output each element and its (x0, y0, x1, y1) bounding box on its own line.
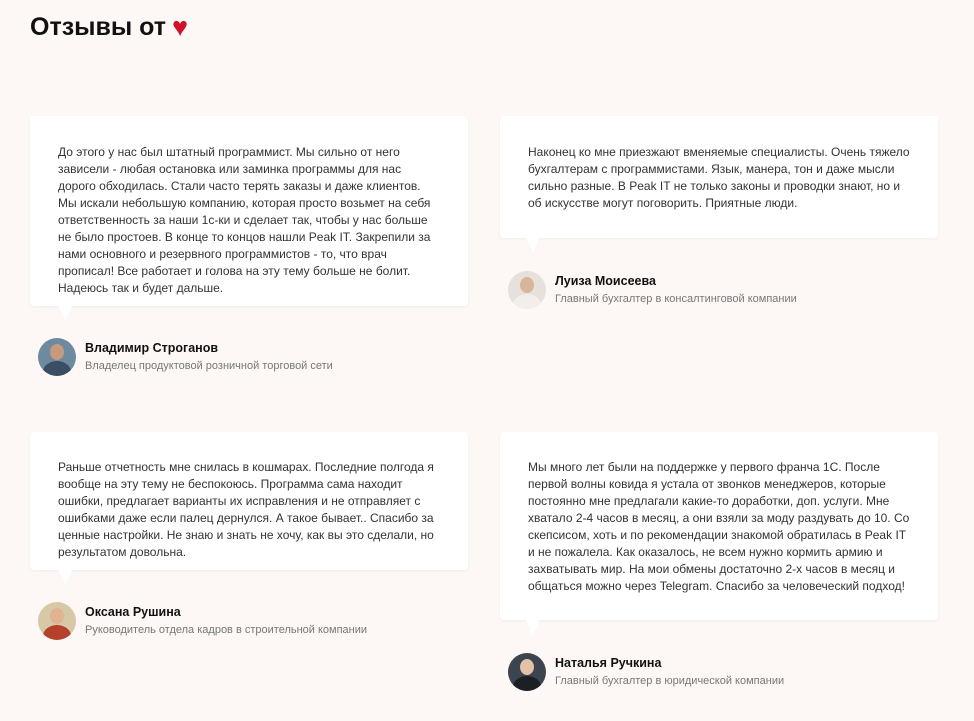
man-avatar-icon (38, 338, 76, 376)
review-card (30, 432, 468, 636)
review-card (30, 116, 468, 372)
review-bubble (500, 116, 938, 238)
woman-avatar-icon (508, 271, 546, 309)
author-name: Оксана Рушина (85, 605, 181, 619)
review-bubble (500, 432, 938, 620)
author-name: Наталья Ручкина (555, 656, 662, 670)
review-text: Мы много лет были на поддержке у первого франча 1С. После первой волны ковида я устала от звонков менеджеров, которые постоянно мне предлагали какие-то доработки, доп. услуги. Мне хватало 2-4 часов в месяц, а они взяли за моду раздувать до 10. Со скепсисом, хоть и по рекомендации знакомой обратилась в Peak IT и не пожалела. Как оказалось, не всем нужно кормить армию и захватывать мир. На мои обмены достаточно 2-х часов в месяц и общаться можно через Telegram. Спасибо за человеческий подход! (528, 460, 910, 593)
page-title (30, 12, 188, 43)
woman-avatar-icon (508, 653, 546, 691)
woman-avatar-icon (38, 602, 76, 640)
author-role: Главный бухгалтер в консалтинговой компании (555, 293, 797, 305)
review-bubble (30, 432, 468, 570)
review-text: Наконец ко мне приезжают вменяемые специалисты. Очень тяжело бухгалтерам с программистами. Язык, манера, тон и даже мысли сильно разные. В Peak IT не только законы и проводки знают, но и об искусстве могут поговорить. Приятные люди. (528, 145, 910, 210)
page-title-text: Отзывы от (30, 13, 167, 41)
review-author (38, 602, 367, 640)
author-role: Главный бухгалтер в юридической компании (555, 675, 785, 687)
review-author (38, 338, 333, 376)
author-role: Руководитель отдела кадров в строительной компании (85, 624, 368, 636)
review-author (508, 653, 784, 691)
author-name: Луиза Моисеева (555, 274, 656, 288)
review-card (500, 116, 938, 305)
review-author (508, 271, 797, 309)
review-bubble (30, 116, 468, 306)
heart-icon: ♥ (172, 12, 189, 42)
author-role: Владелец продуктовой розничной торговой сети (85, 360, 333, 372)
author-name: Владимир Строганов (85, 341, 219, 355)
review-text: До этого у нас был штатный программист. Мы сильно от него зависели - любая остановка или заминка программы для нас дорого обходилась. Стали часто терять заказы и даже клиентов. Мы искали небольшую компанию, которая просто возьмет на себя ответственность за наши 1с-ки и сделает так, чтобы у нас больше не было простоев. В конце то концов нашли Peak IT. Закрепили за нами основного и резервного программистов - то, что врач прописал! Все работает и голова на эту тему больше не болит. Надеюсь так и будет дальше. (58, 145, 431, 295)
review-text: Раньше отчетность мне снилась в кошмарах. Последние полгода я вообще на эту тему не беспокоюсь. Программа сама находит ошибки, предлагает варианты их исправления и не отправляет с ошибками даже если палец дернулся. А такое бывает.. Спасибо за ценные настройки. Не знаю и знать не хочу, как вы это сделали, но результатом довольна. (58, 460, 434, 559)
review-card (500, 432, 938, 687)
